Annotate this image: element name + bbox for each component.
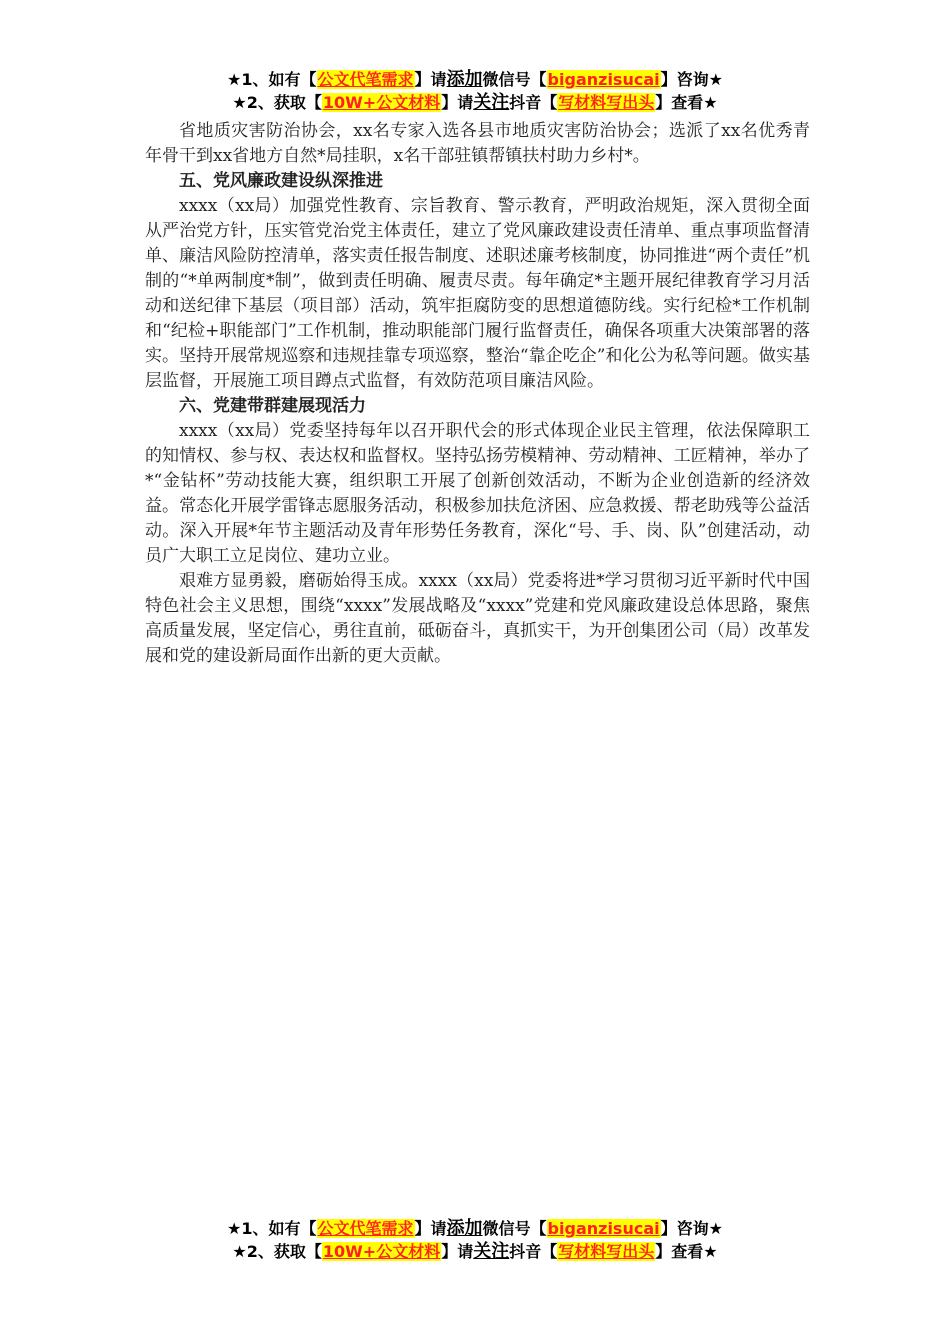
banner-text: 】请 xyxy=(441,1242,474,1261)
materials-highlight: 10W+公文材料 xyxy=(322,93,441,112)
banner-line-1 xyxy=(0,1217,950,1240)
section-6-paragraph: xxxx（xx局）党委坚持每年以召开职代会的形式体现企业民主管理，依法保障职工的知情权、参与权、表达权和监督权。坚持弘扬劳模精神、劳动精神、工匠精神，举办了*“金钻杯”劳动技能大赛，组织职工开展了创新创效活动，不断为企业创造新的经济效益。常态化开展学雷锋志愿服务活动，积极参加扶危济困、应急救援、帮老助残等公益活动。深入开展*年节主题活动及青年形势任务教育，深化“号、手、岗、队”创建活动，动员广大职工立足岗位、建功立业。 xyxy=(145,421,810,566)
banner-emphasis: 添加 xyxy=(446,1218,483,1239)
banner-emphasis: 添加 xyxy=(446,69,483,90)
banner-text: ★2、获取【 xyxy=(232,1242,322,1261)
banner-text: 】咨询★ xyxy=(660,1219,723,1238)
banner-text: 抖音【 xyxy=(509,1242,558,1261)
ghostwriting-service-highlight: 公文代笔需求 xyxy=(317,70,414,89)
banner-line-2 xyxy=(0,1240,950,1263)
document-body xyxy=(145,119,810,669)
section-5-paragraph: xxxx（xx局）加强党性教育、宗旨教育、警示教育，严明政治规矩，深入贯彻全面从严治党方针，压实管党治党主体责任，建立了党风廉政建设责任清单、重点事项监督清单、廉洁风险防控清单，落实责任报告制度、述职述廉考核制度，协同推进“两个责任”机制的“*单两制度*制”，做到责任明确、履责尽责。每年确定*主题开展纪律教育学习月活动和送纪律下基层（项目部）活动，筑牢拒腐防变的思想道德防线。实行纪检*工作机制和“纪检+职能部门”工作机制，推动职能部门履行监督责任，确保各项重大决策部署的落实。坚持开展常规巡察和违规挂靠专项巡察，整治“靠企吃企”和化公为私等问题。做实基层监督，开展施工项目蹲点式监督，有效防范项目廉洁风险。 xyxy=(145,196,810,391)
douyin-account-highlight: 写材料写出头 xyxy=(558,93,655,112)
banner-line-2 xyxy=(0,91,950,114)
banner-text: 抖音【 xyxy=(509,93,558,112)
materials-highlight: 10W+公文材料 xyxy=(322,1242,441,1261)
banner-text: 】请 xyxy=(414,70,447,89)
banner-text: ★1、如有【 xyxy=(227,70,317,89)
banner-text: 微信号【 xyxy=(482,70,547,89)
banner-text: 微信号【 xyxy=(482,1219,547,1238)
banner-text: 】查看★ xyxy=(655,93,718,112)
section-heading-6: 六、党建带群建展现活力 xyxy=(179,396,366,416)
closing-paragraph: 艰难方显勇毅，磨砺始得玉成。xxxx（xx局）党委将进*学习贯彻习近平新时代中国特色社会主义思想，围绕“xxxx”发展战略及“xxxx”党建和党风廉政建设总体思路，聚焦高质量发展，坚定信心，勇往直前，砥砺奋斗，真抓实干，为开创集团公司（局）改革发展和党的建设新局面作出新的更大贡献。 xyxy=(145,571,810,666)
banner-emphasis: 关注 xyxy=(473,92,510,113)
section-heading-5: 五、党风廉政建设纵深推进 xyxy=(179,171,383,191)
wechat-id-highlight: biganzisucai xyxy=(547,70,660,89)
ghostwriting-service-highlight: 公文代笔需求 xyxy=(317,1219,414,1238)
banner-text: 】请 xyxy=(414,1219,447,1238)
douyin-account-highlight: 写材料写出头 xyxy=(558,1242,655,1261)
banner-text: 】查看★ xyxy=(655,1242,718,1261)
intro-paragraph: 省地质灾害防治协会，xx名专家入选各县市地质灾害防治协会；选派了xx名优秀青年骨干到xx省地方自然*局挂职，x名干部驻镇帮镇扶村助力乡村*。 xyxy=(145,121,810,166)
banner-text: 】请 xyxy=(441,93,474,112)
banner-emphasis: 关注 xyxy=(473,1241,510,1262)
banner-text: 】咨询★ xyxy=(660,70,723,89)
banner-text: ★1、如有【 xyxy=(227,1219,317,1238)
bottom-banner xyxy=(0,1217,950,1263)
wechat-id-highlight: biganzisucai xyxy=(547,1219,660,1238)
banner-line-1 xyxy=(0,68,950,91)
top-banner xyxy=(0,68,950,114)
banner-text: ★2、获取【 xyxy=(232,93,322,112)
